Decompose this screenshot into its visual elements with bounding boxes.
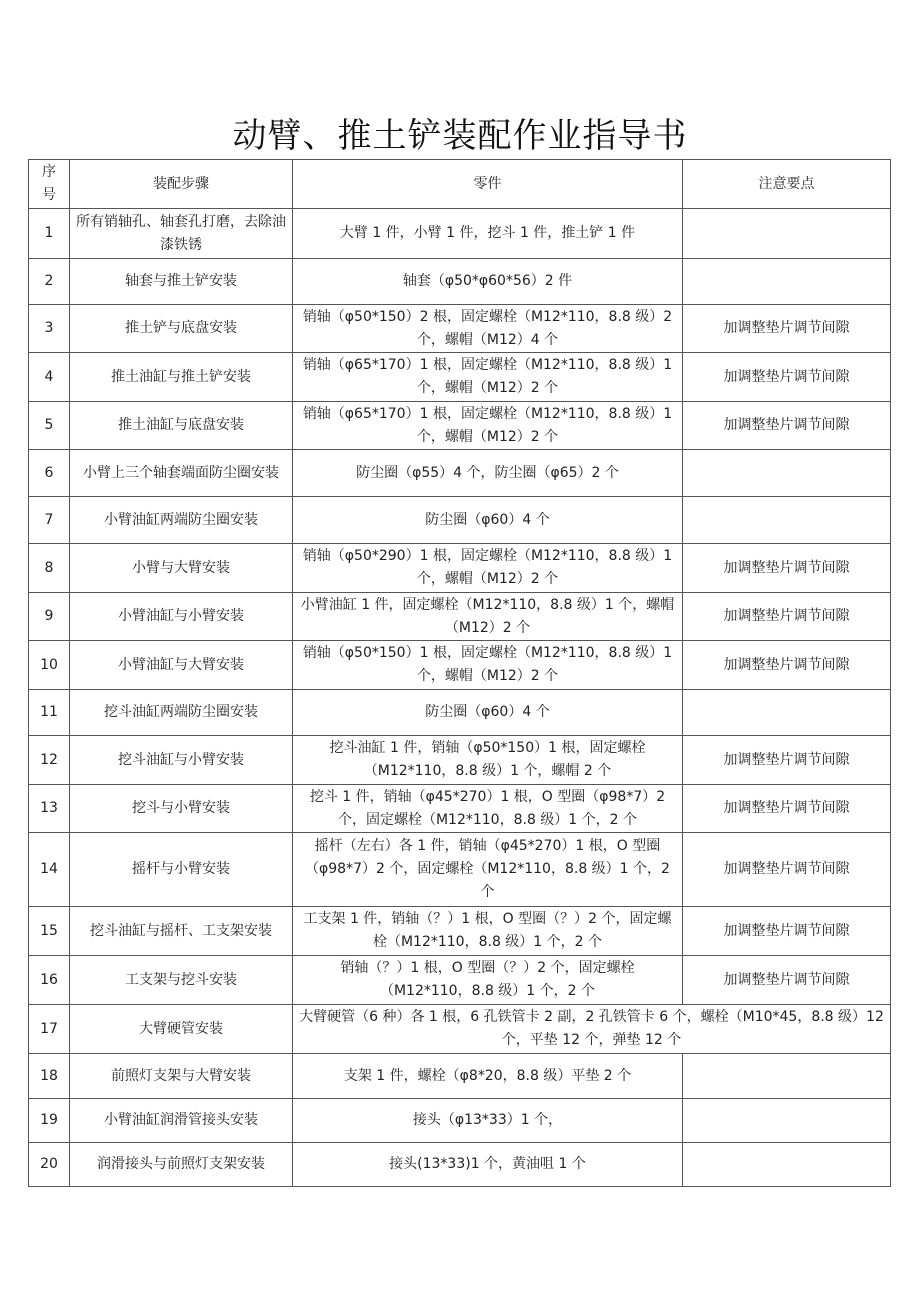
table-row [29,497,891,544]
table-row [29,1099,891,1143]
row-step: 润滑接头与前照灯支架安装 [70,1143,293,1187]
row-step: 挖斗油缸与小臂安装 [70,736,293,785]
header-note: 注意要点 [683,160,891,209]
row-no: 5 [29,402,70,450]
row-note: 加调整垫片调节间隙 [683,305,891,353]
header-step: 装配步骤 [70,160,293,209]
row-no: 17 [29,1005,70,1054]
row-note: 加调整垫片调节间隙 [683,641,891,690]
row-parts: 销轴（？）1 根，O 型圈（？）2 个，固定螺栓（M12*110，8.8 级）1 个，2 个 [293,956,683,1005]
table-row [29,544,891,593]
row-step: 挖斗与小臂安装 [70,785,293,833]
table-row [29,259,891,305]
table-row [29,1143,891,1187]
row-parts: 销轴（φ65*170）1 根，固定螺栓（M12*110，8.8 级）1 个，螺帽（M12）2 个 [293,402,683,450]
row-no: 8 [29,544,70,593]
row-no: 7 [29,497,70,544]
row-parts: 销轴（φ65*170）1 根，固定螺栓（M12*110，8.8 级）1 个，螺帽（M12）2 个 [293,353,683,402]
row-no: 9 [29,593,70,641]
row-no: 1 [29,209,70,259]
row-no: 3 [29,305,70,353]
row-note: 加调整垫片调节间隙 [683,956,891,1005]
row-step: 工支架与挖斗安装 [70,956,293,1005]
row-no: 15 [29,907,70,956]
row-note: 加调整垫片调节间隙 [683,907,891,956]
row-no: 14 [29,833,70,907]
row-parts: 接头（φ13*33）1 个， [293,1099,683,1143]
row-note [683,259,891,305]
table-row [29,1054,891,1099]
row-parts: 挖斗油缸 1 件，销轴（φ50*150）1 根，固定螺栓（M12*110，8.8 级）1 个，螺帽 2 个 [293,736,683,785]
table-row [29,1005,891,1054]
row-no: 10 [29,641,70,690]
table-row [29,209,891,259]
row-note [683,1054,891,1099]
row-note: 加调整垫片调节间隙 [683,736,891,785]
row-step: 小臂油缸与小臂安装 [70,593,293,641]
row-note: 加调整垫片调节间隙 [683,402,891,450]
table-row [29,907,891,956]
table-row [29,450,891,497]
row-step: 推土铲与底盘安装 [70,305,293,353]
table-row [29,641,891,690]
row-no: 20 [29,1143,70,1187]
row-no: 13 [29,785,70,833]
row-parts: 轴套（φ50*φ60*56）2 件 [293,259,683,305]
table-row [29,593,891,641]
row-step: 小臂上三个轴套端面防尘圈安装 [70,450,293,497]
row-step: 前照灯支架与大臂安装 [70,1054,293,1099]
row-no: 6 [29,450,70,497]
row-note [683,1143,891,1187]
row-note: 加调整垫片调节间隙 [683,353,891,402]
row-step: 挖斗油缸与摇杆、工支架安装 [70,907,293,956]
row-no: 19 [29,1099,70,1143]
row-note [683,497,891,544]
row-note [683,209,891,259]
row-note: 加调整垫片调节间隙 [683,544,891,593]
row-step: 大臂硬管安装 [70,1005,293,1054]
row-parts: 防尘圈（φ60）4 个 [293,690,683,736]
row-step: 推土油缸与推土铲安装 [70,353,293,402]
table-row [29,956,891,1005]
row-parts: 大臂 1 件，小臂 1 件，挖斗 1 件，推土铲 1 件 [293,209,683,259]
row-parts: 工支架 1 件，销轴（？）1 根，O 型圈（？）2 个，固定螺栓（M12*110，8.8 级）1 个，2 个 [293,907,683,956]
row-parts: 销轴（φ50*150）2 根，固定螺栓（M12*110，8.8 级）2 个，螺帽（M12）4 个 [293,305,683,353]
row-step: 所有销轴孔、轴套孔打磨，去除油漆铁锈 [70,209,293,259]
header-parts: 零件 [293,160,683,209]
row-note [683,690,891,736]
row-note: 加调整垫片调节间隙 [683,785,891,833]
table-row [29,736,891,785]
table-row [29,833,891,907]
row-parts: 销轴（φ50*290）1 根，固定螺栓（M12*110，8.8 级）1 个，螺帽（M12）2 个 [293,544,683,593]
row-parts: 挖斗 1 件，销轴（φ45*270）1 根，O 型圈（φ98*7）2 个，固定螺栓（M12*110，8.8 级）1 个，2 个 [293,785,683,833]
document-title: 动臂、推土铲装配作业指导书 [232,116,688,156]
row-note: 加调整垫片调节间隙 [683,833,891,907]
row-parts: 小臂油缸 1 件，固定螺栓（M12*110，8.8 级）1 个，螺帽（M12）2 个 [293,593,683,641]
row-parts-merged: 大臂硬管（6 种）各 1 根，6 孔铁管卡 2 副，2 孔铁管卡 6 个，螺栓（M10*45，8.8 级）12 个，平垫 12 个，弹垫 12 个 [293,1005,891,1054]
table-header-row [29,160,891,209]
row-no: 12 [29,736,70,785]
row-parts: 防尘圈（φ60）4 个 [293,497,683,544]
row-step: 轴套与推土铲安装 [70,259,293,305]
row-parts: 防尘圈（φ55）4 个，防尘圈（φ65）2 个 [293,450,683,497]
row-step: 摇杆与小臂安装 [70,833,293,907]
row-no: 2 [29,259,70,305]
row-parts: 摇杆（左右）各 1 件，销轴（φ45*270）1 根，O 型圈（φ98*7）2 个，固定螺栓（M12*110，8.8 级）1 个，2 个 [293,833,683,907]
row-no: 18 [29,1054,70,1099]
header-no-line1: 序 [42,164,56,180]
row-parts: 接头(13*33)1 个，黄油咀 1 个 [293,1143,683,1187]
header-no-line2: 号 [42,187,56,203]
header-no [29,160,70,209]
table-row [29,402,891,450]
row-step: 挖斗油缸两端防尘圈安装 [70,690,293,736]
row-note [683,450,891,497]
row-step: 小臂油缸两端防尘圈安装 [70,497,293,544]
table-row [29,305,891,353]
row-parts: 销轴（φ50*150）1 根，固定螺栓（M12*110，8.8 级）1 个，螺帽（M12）2 个 [293,641,683,690]
row-note [683,1099,891,1143]
row-note: 加调整垫片调节间隙 [683,593,891,641]
row-step: 小臂油缸与大臂安装 [70,641,293,690]
row-step: 小臂与大臂安装 [70,544,293,593]
table-row [29,353,891,402]
row-no: 11 [29,690,70,736]
table-row [29,785,891,833]
table-row [29,690,891,736]
assembly-instruction-table [28,159,891,1187]
row-step: 推土油缸与底盘安装 [70,402,293,450]
row-step: 小臂油缸润滑管接头安装 [70,1099,293,1143]
row-no: 4 [29,353,70,402]
row-parts: 支架 1 件，螺栓（φ8*20，8.8 级）平垫 2 个 [293,1054,683,1099]
row-no: 16 [29,956,70,1005]
